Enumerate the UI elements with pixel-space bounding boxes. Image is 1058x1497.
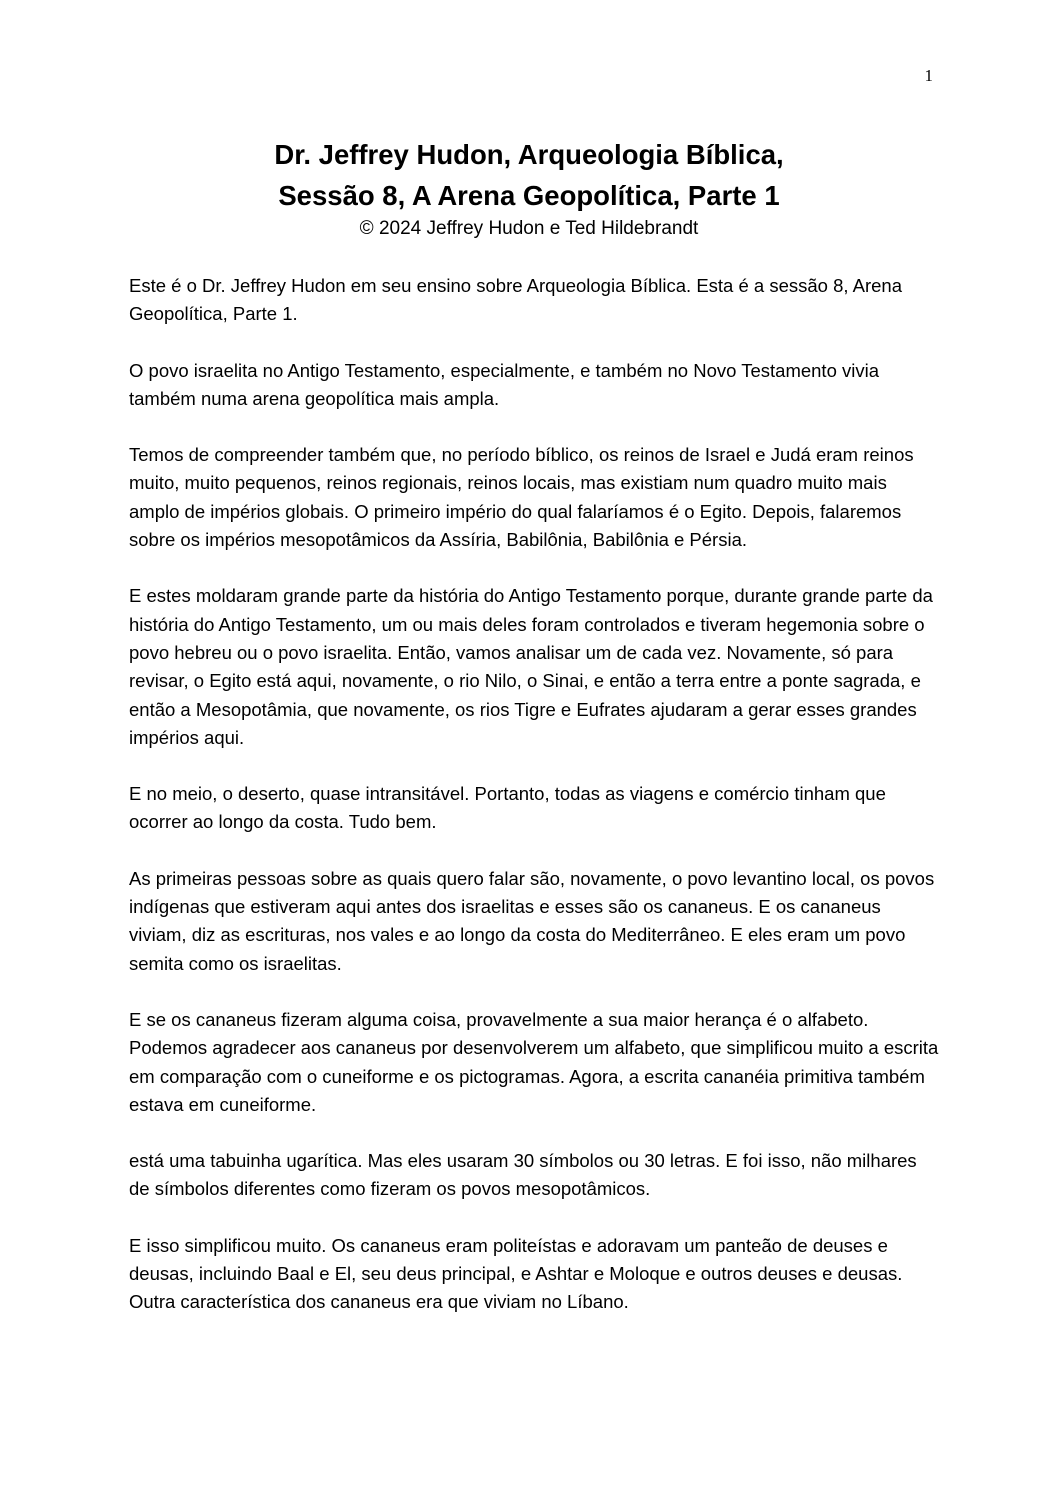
document-title-line-1: Dr. Jeffrey Hudon, Arqueologia Bíblica, (274, 139, 784, 170)
paragraph: Este é o Dr. Jeffrey Hudon em seu ensino sobre Arqueologia Bíblica. Esta é a sessão 8, Arena Geopolítica, Parte 1. (129, 275, 903, 325)
document-body (129, 272, 939, 1345)
copyright-notice: © 2024 Jeffrey Hudon e Ted Hildebrandt (359, 218, 699, 239)
paragraph: E no meio, o deserto, quase intransitável. Portanto, todas as viagens e comércio tinham que ocorrer ao longo da costa. Tudo bem. (129, 783, 886, 833)
paragraph: Temos de compreender também que, no período bíblico, os reinos de Israel e Judá eram reinos muito, muito pequenos, reinos regionais, reinos locais, mas existiam num quadro muito mais amplo de impérios globais. O primeiro império do qual falaríamos é o Egito. Depois, falaremos sobre os impérios mesopotâmicos da Assíria, Babilônia, Babilônia e Pérsia. (129, 444, 914, 551)
document-header (0, 134, 1058, 242)
paragraph: E estes moldaram grande parte da história do Antigo Testamento porque, durante grande parte da história do Antigo Testamento, um ou mais deles foram controlados e tiveram hegemonia sobre o povo hebreu ou o povo israelita. Então, vamos analisar um de cada vez. Novamente, só para revisar, o Egito está aqui, novamente, o rio Nilo, o Sinai, e então a terra entre a ponte sagrada, e então a Mesopotâmia, que novamente, os rios Tigre e Eufrates ajudaram a gerar esses grandes impérios aqui. (129, 585, 933, 748)
paragraph: O povo israelita no Antigo Testamento, especialmente, e também no Novo Testamento vivia também numa arena geopolítica mais ampla. (129, 359, 880, 409)
paragraph: está uma tabuinha ugarítica. Mas eles usaram 30 símbolos ou 30 letras. E foi isso, não milhares de símbolos diferentes como fizeram os povos mesopotâmicos. (129, 1150, 917, 1200)
page-number: 1 (924, 66, 933, 85)
document-title-line-2: Sessão 8, A Arena Geopolítica, Parte 1 (278, 180, 780, 211)
paragraph: As primeiras pessoas sobre as quais quero falar são, novamente, o povo levantino local, os povos indígenas que estiveram aqui antes dos israelitas e esses são os cananeus. E os cananeus viviam, diz as escrituras, nos vales e ao longo da costa do Mediterrâneo. E eles eram um povo semita como os israelitas. (129, 867, 935, 974)
paragraph: E se os cananeus fizeram alguma coisa, provavelmente a sua maior herança é o alfabeto. Podemos agradecer aos cananeus por desenvolverem um alfabeto, que simplificou muito a escrita em comparação com o cuneiforme e os pictogramas. Agora, a escrita cananéia primitiva também estava em cuneiforme. (129, 1008, 939, 1115)
paragraph: E isso simplificou muito. Os cananeus eram politeístas e adoravam um panteão de deuses e deusas, incluindo Baal e El, seu deus principal, e Ashtar e Moloque e outros deuses e deusas. Outra característica dos cananeus era que viviam no Líbano. (129, 1234, 903, 1313)
